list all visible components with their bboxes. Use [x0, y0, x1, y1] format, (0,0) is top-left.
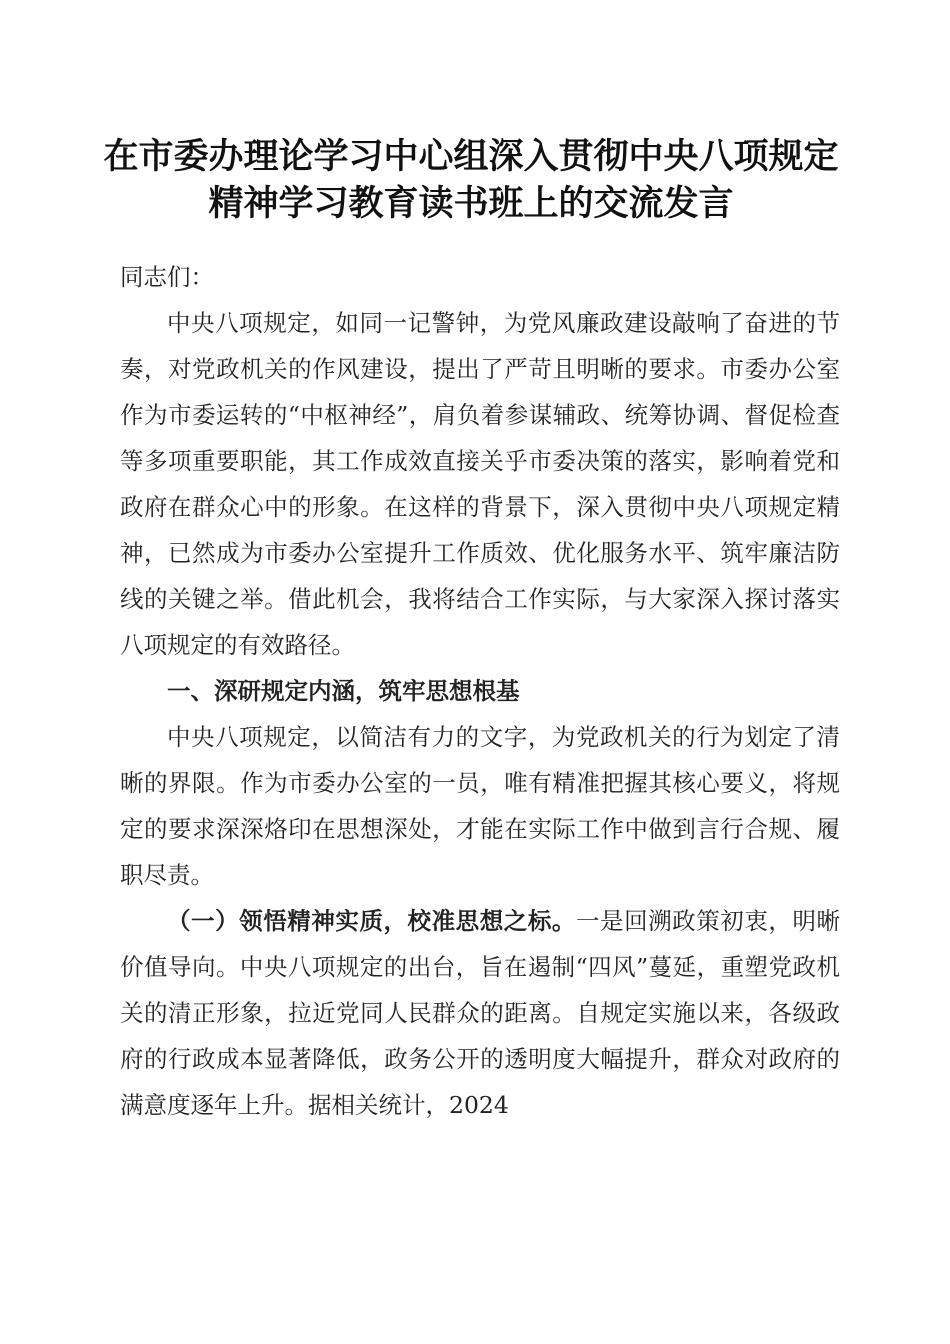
intro-paragraph: 中央八项规定，如同一记警钟，为党风廉政建设敲响了奋进的节奏，对党政机关的作风建设，提出了严苛且明晰的要求。市委办公室作为市委运转的“中枢神经”，肩负着参谋辅政、统筹协调、督促检查等多项重要职能，其工作成效直接关乎市委决策的落实，影响着党和政府在群众心中的形象。在这样的背景下，深入贯彻中央八项规定精神，已然成为市委办公室提升工作质效、优化服务水平、筑牢廉洁防线的关键之举。借此机会，我将结合工作实际，与大家深入探讨落实八项规定的有效路径。 — [120, 309, 840, 659]
subsection-lead: （一）领悟精神实质，校准思想之标。 — [167, 907, 576, 935]
document-title: 在市委办理论学习中心组深入贯彻中央八项规定精神学习教育读书班上的交流发言 — [103, 136, 839, 224]
subsection-text: 一是回溯政策初衷，明晰价值导向。中央八项规定的出台，旨在遏制“四风”蔓延，重塑党政机关的清正形象，拉近党同人民群众的距离。自规定实施以来，各级政府的行政成本显著降低，政务公开的透明度大幅提升，群众对政府的满意度逐年上升。据相关统计，2024 — [120, 907, 841, 1119]
section-heading: 一、深研规定内涵，筑牢思想根基 — [167, 677, 520, 705]
subsection-paragraph — [120, 898, 840, 1128]
document-body — [120, 250, 840, 1128]
section-paragraph: 中央八项规定，以简洁有力的文字，为党政机关的行为划定了清晰的界限。作为市委办公室的一员，唯有精准把握其核心要义，将规定的要求深深烙印在思想深处，才能在实际工作中做到言行合规、履职尽责。 — [120, 723, 840, 889]
salutation: 同志们： — [120, 263, 214, 291]
